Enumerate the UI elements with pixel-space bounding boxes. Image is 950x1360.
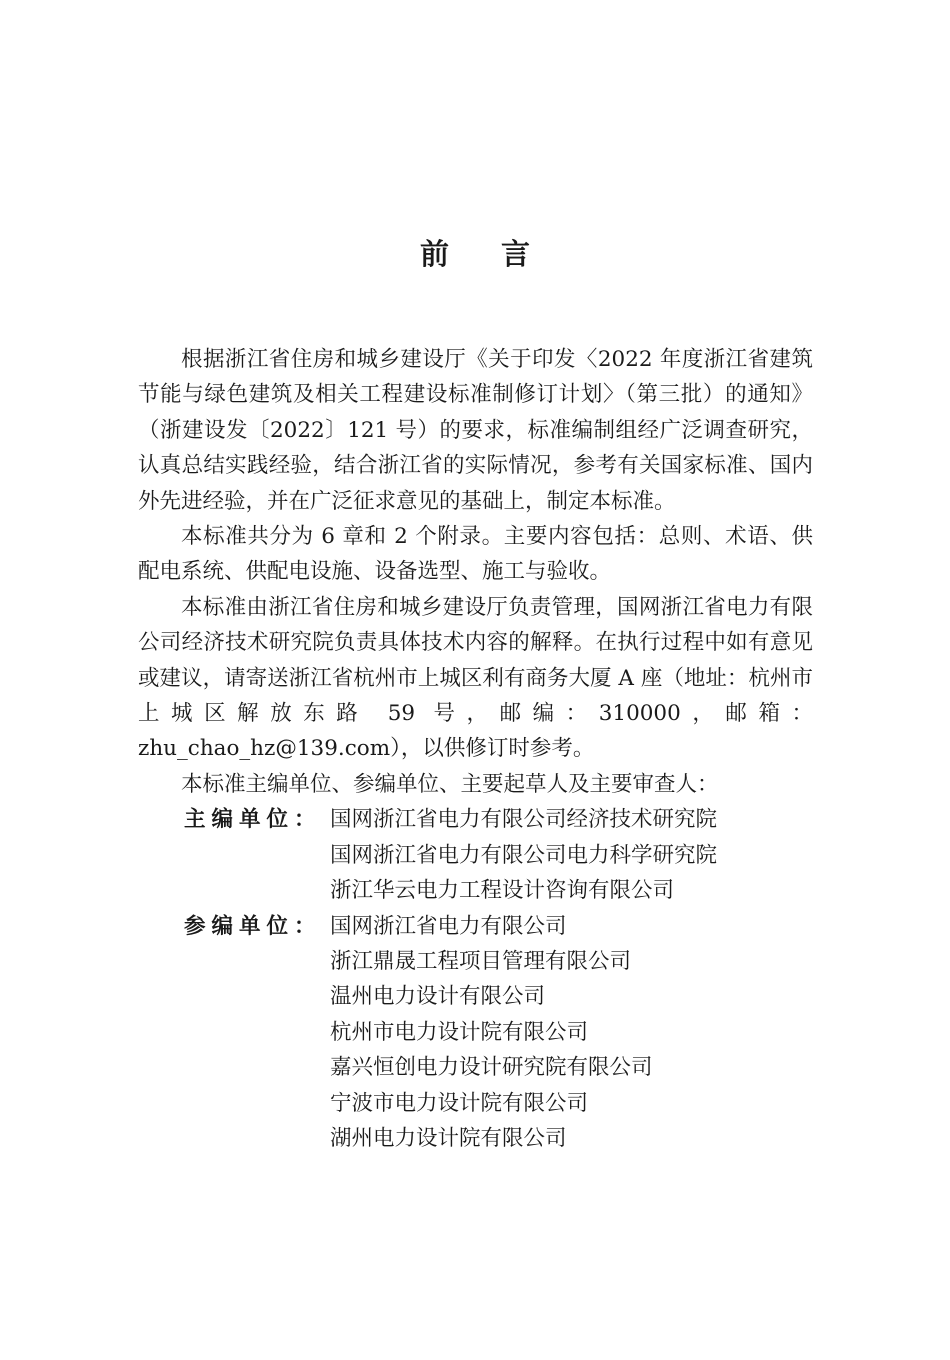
list-item: 温州电力设计有限公司 [330,984,546,1010]
chief-units [138,802,813,908]
participating-units-label: 参编单位： [184,913,322,939]
chief-units-label: 主编单位： [184,807,322,833]
paragraph-basis: 根据浙江省住房和城乡建设厅《关于印发〈2022 年度浙江省建筑节能与绿色建筑及相关工程建设标准制修订计划〉（第三批）的通知》（浙建设发〔2022〕121 号）的要求，标准编制组经广泛调查研究，认真总结实践经验，结合浙江省的实际情况，参考有关国家标准、国内外先进经验，并在广泛征求意见的基础上，制定本标准。 [138,347,813,514]
list-item: 国网浙江省电力有限公司经济技术研究院 [330,807,718,833]
preface-body [138,342,813,1156]
paragraph-contents: 本标准共分为 6 章和 2 个附录。主要内容包括：总则、术语、供配电系统、供配电设施、设备选型、施工与验收。 [138,524,813,585]
page-title: 前言 [419,237,582,271]
list-item: 杭州市电力设计院有限公司 [330,1019,589,1045]
participating-units [138,909,813,1157]
chief-units-list [330,802,813,908]
list-item: 宁波市电力设计院有限公司 [330,1090,589,1116]
units-section [138,802,813,1156]
list-item: 国网浙江省电力有限公司 [330,913,567,939]
list-item: 湖州电力设计院有限公司 [330,1125,567,1151]
paragraph-units-intro: 本标准主编单位、参编单位、主要起草人及主要审查人： [181,771,719,797]
list-item: 国网浙江省电力有限公司电力科学研究院 [330,842,718,868]
participating-units-list [330,909,813,1157]
list-item: 浙江鼎晟工程项目管理有限公司 [330,948,632,974]
list-item: 嘉兴恒创电力设计研究院有限公司 [330,1055,653,1081]
list-item: 浙江华云电力工程设计咨询有限公司 [330,878,675,904]
paragraph-management: 本标准由浙江省住房和城乡建设厅负责管理，国网浙江省电力有限公司经济技术研究院负责具体技术内容的解释。在执行过程中如有意见或建议，请寄送浙江省杭州市上城区利有商务大厦 A 座（地址：杭州市上城区解放东路 59 号，邮编：310000，邮箱：zhu_chao_hz@139.com），以供修订时参考。 [138,594,813,762]
